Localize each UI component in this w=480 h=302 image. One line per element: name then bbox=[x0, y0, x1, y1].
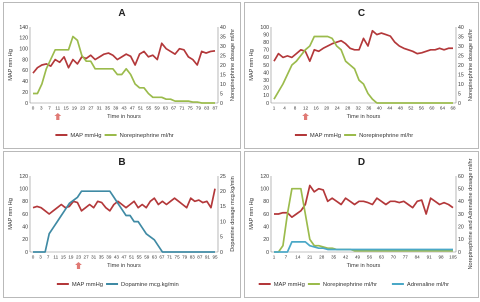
panel-d-x-tick: 35 bbox=[331, 254, 337, 260]
panel-d-x-tick: 91 bbox=[426, 254, 432, 260]
panel-c-right-tick: 20 bbox=[458, 62, 464, 69]
panel-b-start-arrow-icon bbox=[75, 262, 82, 269]
panel-a-x-tick: 47 bbox=[129, 105, 135, 111]
panel-b-x-tick: 71 bbox=[166, 254, 173, 260]
panel-b-chart bbox=[4, 152, 240, 297]
panel-d-chart bbox=[245, 152, 478, 297]
panel-c-left-tick: 60 bbox=[263, 55, 269, 62]
panel-b-x-tick: 51 bbox=[129, 254, 135, 260]
panel-a-right-tick: 10 bbox=[220, 81, 226, 88]
panel-b-legend-label: Dopamine mcg.kg/min bbox=[121, 282, 179, 288]
panel-d-frame bbox=[244, 151, 479, 298]
panel-b-x-tick: 43 bbox=[113, 254, 119, 260]
panel-c-legend-label: MAP mmHg bbox=[309, 133, 342, 139]
panel-c-left-tick: 90 bbox=[263, 32, 269, 39]
panel-a-x-tick: 75 bbox=[187, 105, 193, 111]
panel-a-chart bbox=[4, 3, 240, 148]
panel-a-x-tick: 27 bbox=[88, 105, 94, 111]
panel-b-x-tick: 75 bbox=[174, 254, 180, 260]
panel-a-right-tick: 0 bbox=[220, 100, 223, 107]
panel-b-right-tick: 25 bbox=[220, 173, 226, 180]
panel-b-series-line bbox=[33, 189, 215, 214]
panel-d-x-tick: 49 bbox=[354, 254, 361, 260]
panel-a-x-tick: 83 bbox=[204, 105, 210, 111]
panel-c-x-tick: 4 bbox=[283, 105, 286, 111]
panel-b-x-tick: 15 bbox=[60, 254, 66, 260]
panel-c-left-tick: 20 bbox=[263, 85, 269, 92]
panel-a-x-tick: 59 bbox=[154, 105, 160, 111]
panel-a-right-tick: 5 bbox=[220, 91, 223, 98]
panel-b-x-tick: 83 bbox=[189, 254, 195, 260]
panel-b-x-tick: 7 bbox=[46, 254, 50, 260]
panel-b-right-tick: 0 bbox=[220, 249, 223, 256]
panel-b-right-tick: 10 bbox=[220, 219, 226, 226]
panel-c-right-tick: 40 bbox=[458, 24, 464, 31]
panel-b-x-tick: 47 bbox=[121, 254, 127, 260]
panel-c-x-tick: 48 bbox=[397, 105, 403, 111]
panel-c-right-tick: 5 bbox=[458, 91, 461, 98]
panel-a-right-tick: 25 bbox=[220, 53, 226, 60]
panel-c-x-tick: 60 bbox=[429, 105, 435, 111]
panel-d-left-tick: 60 bbox=[263, 211, 269, 218]
panel-d-left-tick: 120 bbox=[260, 173, 269, 180]
panel-d-x-tick: 28 bbox=[319, 254, 325, 260]
panel-a-series-line bbox=[33, 37, 215, 104]
panel-a-left-tick: 80 bbox=[22, 57, 28, 64]
panel-a-x-tick: 19 bbox=[71, 105, 77, 111]
panel-b-x-tick: 63 bbox=[151, 254, 157, 260]
panel-a-left-tick: 20 bbox=[22, 89, 28, 96]
panel-c-right-tick: 0 bbox=[458, 100, 461, 107]
panel-d-right-tick: 30 bbox=[458, 211, 464, 218]
panel-b-left-tick: 20 bbox=[22, 237, 28, 244]
panel-c-chart bbox=[245, 3, 478, 148]
panel-b-right-tick: 5 bbox=[220, 234, 223, 241]
panel-b-right-tick: 15 bbox=[220, 204, 226, 211]
panel-a-x-tick: 31 bbox=[96, 105, 102, 111]
panel-a-left-tick: 140 bbox=[19, 24, 28, 31]
panel-b-series-line bbox=[33, 191, 215, 252]
panel-b-x-tick: 87 bbox=[197, 254, 203, 260]
panel-c-left-tick: 40 bbox=[263, 70, 269, 77]
panel-c-right-tick: 15 bbox=[458, 72, 464, 79]
panel-a-start-arrow-icon bbox=[54, 113, 61, 120]
panel-d-x-tick: 105 bbox=[449, 254, 457, 260]
panel-c-right-tick: 30 bbox=[458, 43, 464, 50]
panel-b-x-tick: 91 bbox=[204, 254, 210, 260]
panel-a-left-tick: 60 bbox=[22, 68, 28, 75]
panel-a-x-tick: 35 bbox=[104, 105, 111, 111]
panel-a-left-tick: 100 bbox=[19, 46, 28, 53]
panel-d-letter: D bbox=[357, 157, 366, 168]
panel-d-x-tick: 21 bbox=[307, 254, 313, 260]
panel-b-x-tick: 27 bbox=[83, 254, 89, 260]
panel-b-left-tick: 0 bbox=[25, 249, 28, 256]
panel-b-ylabel-right: Dopamine dosage mcg.kg/min bbox=[230, 176, 236, 252]
panel-d-legend-label: Norepinephrine ml/hr bbox=[322, 282, 378, 288]
panel-c-x-tick: 1 bbox=[272, 105, 276, 111]
panel-d-x-tick: 7 bbox=[284, 254, 288, 260]
panel-b-left-tick: 60 bbox=[22, 211, 28, 218]
panel-d-right-tick: 40 bbox=[458, 199, 464, 206]
panel-a-ylabel-left: MAP mm Hg bbox=[8, 49, 14, 81]
panel-b-x-tick: 67 bbox=[159, 254, 165, 260]
panel-a-ylabel-right: Norepinephrine dosage ml/hr bbox=[230, 28, 236, 102]
panel-c-xlabel: Time in hours bbox=[346, 114, 381, 120]
panel-c-series-line bbox=[274, 37, 453, 104]
panel-c-left-tick: 100 bbox=[260, 24, 269, 31]
panel-b-left-tick: 100 bbox=[19, 186, 28, 193]
panel-b-x-tick: 23 bbox=[75, 254, 82, 260]
panel-a-x-tick: 23 bbox=[80, 105, 86, 111]
panel-c-x-tick: 20 bbox=[324, 105, 330, 111]
panel-c-left-tick: 80 bbox=[263, 40, 269, 46]
panel-a-x-tick: 87 bbox=[212, 105, 218, 111]
panel-a-x-tick: 11 bbox=[55, 105, 61, 111]
panel-c-left-tick: 70 bbox=[263, 47, 269, 54]
panel-c-x-tick: 64 bbox=[439, 105, 446, 111]
panel-d-xlabel: Time in hours bbox=[346, 263, 381, 269]
panel-b-ylabel-left: MAP mm Hg bbox=[8, 198, 14, 230]
panel-c-start-arrow-icon bbox=[302, 113, 309, 120]
panel-a-left-tick: 120 bbox=[19, 35, 28, 42]
panel-c-x-tick: 44 bbox=[387, 105, 393, 111]
panel-d-x-tick: 70 bbox=[390, 254, 396, 260]
panel-d-right-tick: 20 bbox=[458, 224, 464, 231]
panel-d-left-tick: 80 bbox=[263, 199, 269, 206]
panel-d-left-tick: 0 bbox=[266, 249, 269, 256]
panel-d-legend-label: MAP mmHg bbox=[273, 282, 305, 288]
panel-a-x-tick: 0 bbox=[31, 105, 35, 111]
panel-a-series-line bbox=[33, 43, 215, 73]
panel-c-left-tick: 50 bbox=[263, 62, 269, 69]
panel-d-x-tick: 42 bbox=[343, 254, 349, 260]
panel-c-ylabel-left: MAP mm Hg bbox=[249, 49, 255, 81]
panel-a-right-tick: 35 bbox=[220, 34, 226, 41]
panel-a-right-tick: 15 bbox=[220, 72, 226, 79]
panel-a-x-tick: 67 bbox=[171, 105, 177, 111]
panel-c-x-tick: 52 bbox=[408, 105, 414, 111]
panel-d-right-tick: 0 bbox=[458, 249, 461, 256]
panel-b-letter: B bbox=[118, 157, 126, 168]
panel-d-x-tick: 98 bbox=[438, 254, 444, 260]
panel-b-left-tick: 120 bbox=[19, 173, 28, 180]
panel-b-x-tick: 0 bbox=[31, 254, 35, 260]
panel-a-frame bbox=[3, 2, 241, 149]
panel-b-x-tick: 79 bbox=[182, 254, 188, 260]
panel-b-x-tick: 59 bbox=[144, 254, 150, 260]
panel-d-x-tick: 84 bbox=[414, 254, 420, 260]
panel-c-x-tick: 8 bbox=[293, 105, 297, 111]
panel-c-frame bbox=[244, 2, 479, 149]
panel-a-x-tick: 15 bbox=[63, 105, 69, 111]
panel-b-x-tick: 39 bbox=[106, 254, 112, 260]
panel-b-xlabel: Time in hours bbox=[107, 263, 141, 269]
panel-c-x-tick: 56 bbox=[418, 105, 424, 111]
panel-c-x-tick: 16 bbox=[313, 105, 319, 111]
panel-d-legend-label: Adrenaline ml/hr bbox=[406, 282, 450, 288]
panel-d-left-tick: 40 bbox=[263, 224, 269, 231]
panel-a-x-tick: 43 bbox=[121, 105, 127, 111]
panel-a-left-tick: 0 bbox=[25, 100, 28, 107]
panel-c-x-tick: 68 bbox=[450, 105, 456, 111]
panel-a-x-tick: 51 bbox=[137, 105, 144, 111]
panel-a-x-tick: 63 bbox=[162, 105, 168, 111]
panel-b-left-tick: 80 bbox=[22, 199, 28, 206]
panel-c-letter: C bbox=[357, 8, 366, 19]
panel-a-x-tick: 3 bbox=[39, 105, 43, 111]
panel-a-xlabel: Time in hours bbox=[107, 114, 141, 120]
panel-d-left-tick: 100 bbox=[260, 186, 269, 193]
panel-c-ylabel-right: Norepinephrine dosage ml/hr bbox=[468, 28, 474, 102]
panel-a-right-tick: 20 bbox=[220, 62, 226, 69]
panel-c-x-tick: 28 bbox=[345, 105, 351, 111]
panel-c-right-tick: 35 bbox=[458, 34, 464, 41]
panel-c-x-tick: 36 bbox=[366, 105, 372, 111]
panel-a-x-tick: 71 bbox=[179, 105, 185, 111]
panel-c-x-tick: 32 bbox=[355, 105, 361, 111]
panel-c-right-tick: 25 bbox=[458, 53, 464, 60]
panel-b-right-tick: 20 bbox=[220, 189, 226, 195]
panel-d-ylabel-right: Norepinephrine and Adrenaline dosage ml/hr bbox=[468, 158, 474, 270]
panel-b-frame bbox=[3, 151, 241, 298]
panel-b-x-tick: 11 bbox=[53, 254, 59, 260]
panel-d-x-tick: 14 bbox=[295, 254, 301, 260]
panel-d-left-tick: 20 bbox=[263, 237, 269, 244]
panel-a-right-tick: 40 bbox=[220, 24, 226, 31]
panel-a-legend-label: MAP mmHg bbox=[70, 133, 102, 139]
panel-d-x-tick: 1 bbox=[272, 254, 276, 260]
panel-a-left-tick: 40 bbox=[22, 79, 28, 86]
panel-a-letter: A bbox=[118, 8, 126, 19]
panel-a-x-tick: 79 bbox=[195, 105, 202, 111]
panel-b-x-tick: 35 bbox=[98, 254, 104, 260]
panel-b-x-tick: 3 bbox=[39, 254, 42, 260]
panel-a-right-tick: 30 bbox=[220, 43, 226, 50]
panel-b-x-tick: 19 bbox=[68, 254, 74, 260]
panel-c-left-tick: 10 bbox=[263, 93, 269, 100]
panel-b-x-tick: 95 bbox=[212, 254, 218, 260]
panel-a-x-tick: 7 bbox=[48, 105, 51, 111]
panel-d-right-tick: 10 bbox=[458, 237, 464, 244]
panel-d-right-tick: 60 bbox=[458, 173, 464, 180]
panel-d-right-tick: 50 bbox=[458, 186, 464, 193]
panel-d-x-tick: 63 bbox=[378, 254, 384, 260]
panel-d-x-tick: 56 bbox=[366, 254, 373, 260]
panel-c-x-tick: 40 bbox=[376, 105, 382, 111]
panel-d-ylabel-left: MAP mm Hg bbox=[249, 198, 255, 230]
panel-c-x-tick: 24 bbox=[334, 105, 340, 111]
panel-a-x-tick: 55 bbox=[146, 105, 152, 111]
panel-c-legend-label: Norepinephrine ml/hr bbox=[359, 133, 414, 139]
panel-c-right-tick: 10 bbox=[458, 81, 464, 88]
panel-c-x-tick: 12 bbox=[303, 105, 309, 111]
panel-a-legend-label: Norepinephrine ml/hr bbox=[119, 133, 174, 139]
panel-a-x-tick: 39 bbox=[113, 105, 119, 111]
panel-d-x-tick: 77 bbox=[402, 254, 408, 260]
panel-b-x-tick: 55 bbox=[136, 254, 142, 260]
panel-c-left-tick: 0 bbox=[266, 100, 269, 107]
panel-b-x-tick: 31 bbox=[91, 254, 97, 260]
panel-b-legend-label: MAP mmHg bbox=[71, 282, 103, 288]
panel-b-left-tick: 40 bbox=[22, 224, 28, 231]
panel-c-left-tick: 30 bbox=[263, 78, 269, 84]
